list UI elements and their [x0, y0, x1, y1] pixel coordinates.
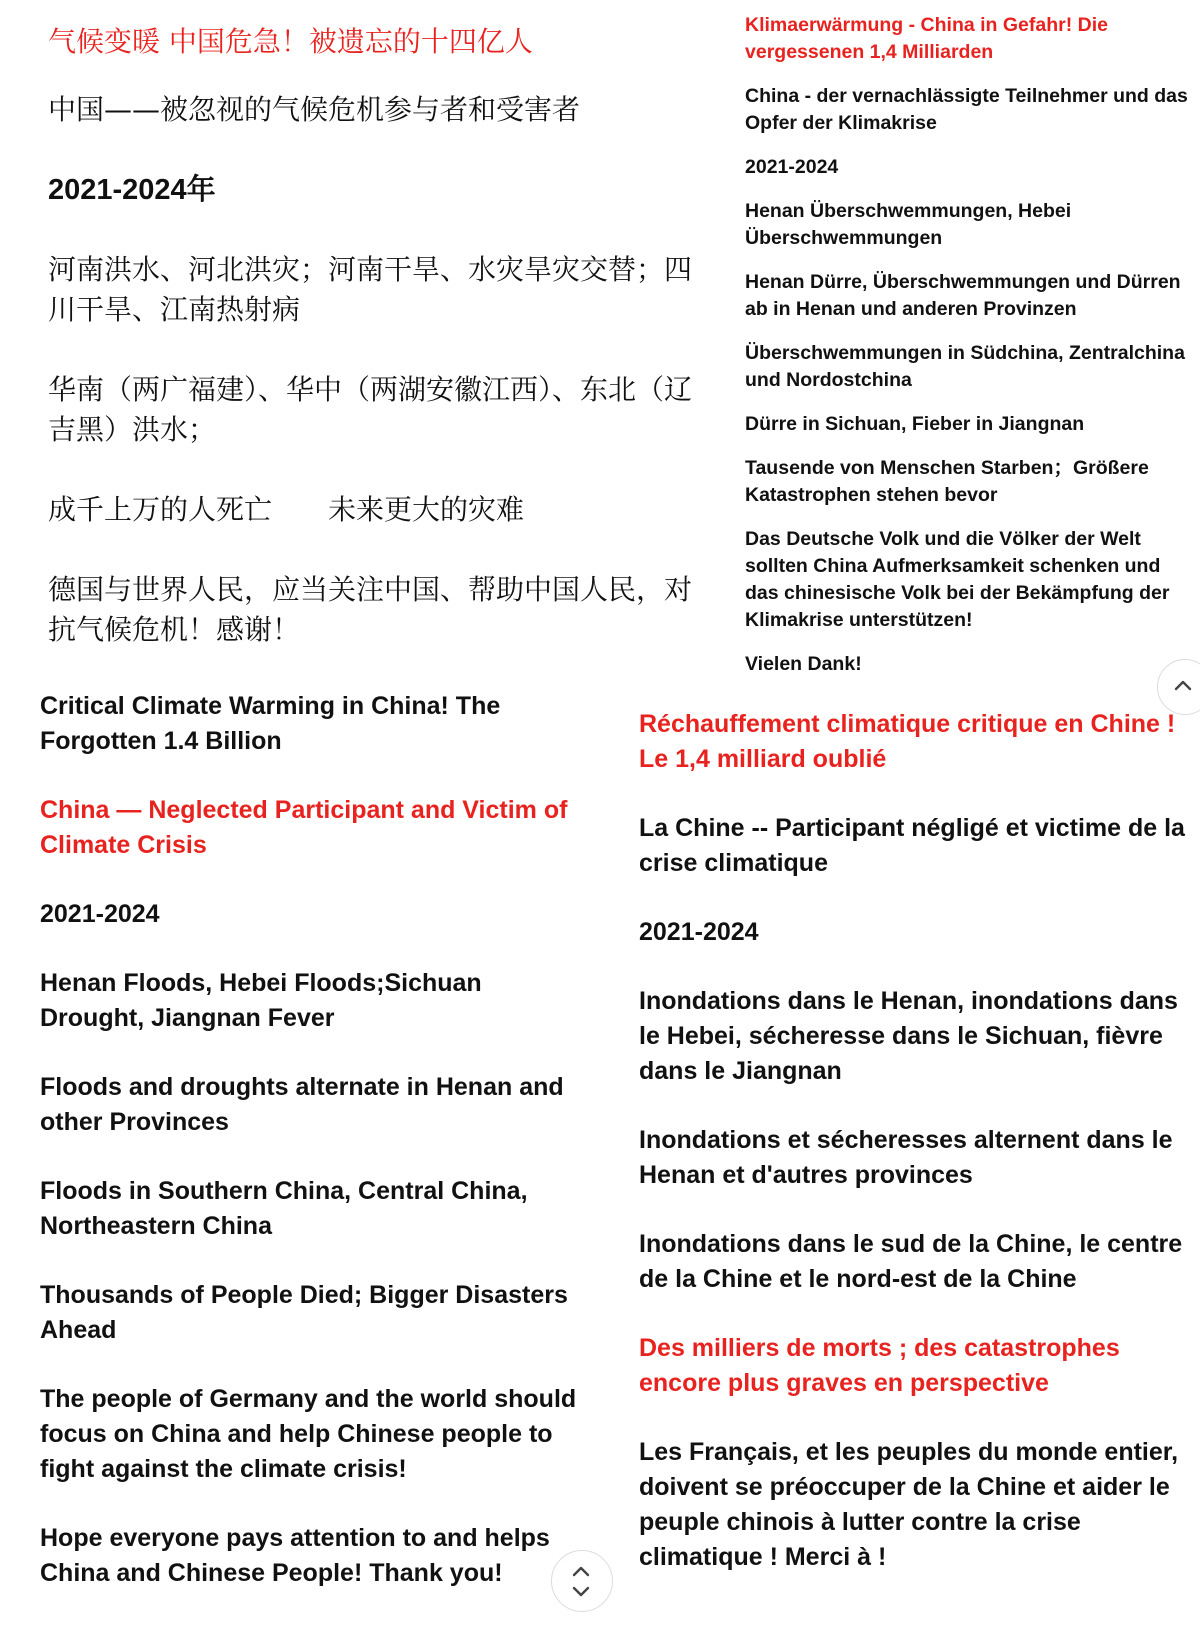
- french-years: 2021-2024: [639, 918, 759, 946]
- english-line-3: Floods in Southern China, Central China, Northeastern China: [40, 1177, 528, 1240]
- chinese-text-panel: [0, 0, 712, 680]
- german-years: 2021-2024: [745, 156, 839, 178]
- chinese-title: 气候变暖 中国危急！被遗忘的十四亿人: [48, 25, 533, 58]
- chevron-up-icon: [571, 1564, 591, 1578]
- chinese-line-4: 德国与世界人民，应当关注中国、帮助中国人民，对抗气候危机！感谢！: [48, 573, 693, 646]
- french-text-panel: [600, 680, 1200, 1632]
- english-title: Critical Climate Warming in China! The Forgotten 1.4 Billion: [40, 692, 501, 755]
- german-subtitle: China - der vernachlässigte Teilnehmer und das Opfer der Klimakrise: [745, 85, 1188, 134]
- german-line-1: Henan Überschwemmungen, Hebei Überschwemmungen: [745, 200, 1072, 249]
- french-subtitle: La Chine -- Participant négligé et victime de la crise climatique: [639, 814, 1185, 877]
- chevron-down-icon: [571, 1585, 591, 1599]
- german-title: Klimaerwärmung - China in Gefahr! Die vergessenen 1,4 Milliarden: [745, 14, 1108, 63]
- english-line-6: Hope everyone pays attention to and helps China and Chinese People! Thank you!: [40, 1524, 550, 1587]
- english-years: 2021-2024: [40, 900, 160, 928]
- chinese-line-2: 华南（两广福建）、华中（两湖安徽江西）、东北（辽吉黑）洪水；: [48, 373, 693, 446]
- french-line-1: Inondations dans le Henan, inondations dans le Hebei, sécheresse dans le Sichuan, fièvre dans le Jiangnan: [639, 987, 1178, 1085]
- chinese-years: 2021-2024年: [48, 174, 216, 206]
- french-line-3: Inondations dans le sud de la Chine, le centre de la Chine et le nord-est de la Chine: [639, 1230, 1183, 1293]
- french-line-4: Des milliers de morts ; des catastrophes encore plus graves en perspective: [639, 1334, 1120, 1397]
- french-title: Réchauffement climatique critique en Chine ! Le 1,4 milliard oublié: [639, 710, 1176, 773]
- german-line-6: Das Deutsche Volk und die Völker der Welt sollten China Aufmerksamkeit schenken und das chinesische Volk bei der Bekämpfung der Klimakrise unterstützen!: [745, 528, 1170, 631]
- french-line-2: Inondations et sécheresses alternent dans le Henan et d'autres provinces: [639, 1126, 1173, 1189]
- chinese-line-3: 成千上万的人死亡 未来更大的灾难: [48, 493, 525, 526]
- chevron-up-icon: [1173, 678, 1193, 692]
- english-subtitle: China — Neglected Participant and Victim of Climate Crisis: [40, 796, 568, 859]
- german-line-5: Tausende von Menschen Starben；Größere Katastrophen stehen bevor: [745, 457, 1149, 506]
- german-text-panel: [712, 0, 1200, 680]
- german-line-4: Dürre in Sichuan, Fieber in Jiangnan: [745, 413, 1085, 435]
- french-line-5: Les Français, et les peuples du monde entier, doivent se préoccuper de la Chine et aider le peuple chinois à lutter contre la crise climatique ! Merci à !: [639, 1438, 1179, 1571]
- english-line-1: Henan Floods, Hebei Floods;Sichuan Drought, Jiangnan Fever: [40, 969, 482, 1032]
- chinese-subtitle: 中国——被忽视的气候危机参与者和受害者: [48, 93, 581, 126]
- german-line-2: Henan Dürre, Überschwemmungen und Dürren ab in Henan und anderen Provinzen: [745, 271, 1181, 320]
- english-line-4: Thousands of People Died; Bigger Disasters Ahead: [40, 1281, 568, 1344]
- english-line-2: Floods and droughts alternate in Henan and other Provinces: [40, 1073, 564, 1136]
- chinese-line-1: 河南洪水、河北洪灾；河南干旱、水灾旱灾交替；四川干旱、江南热射病: [48, 253, 693, 326]
- english-text-panel: [0, 680, 600, 1632]
- german-line-3: Überschwemmungen in Südchina, Zentralchina und Nordostchina: [745, 342, 1185, 391]
- english-line-5: The people of Germany and the world should focus on China and help Chinese people to fight against the climate crisis!: [40, 1385, 577, 1483]
- scroll-navigation-button[interactable]: [551, 1550, 613, 1612]
- german-thanks: Vielen Dank!: [745, 653, 862, 675]
